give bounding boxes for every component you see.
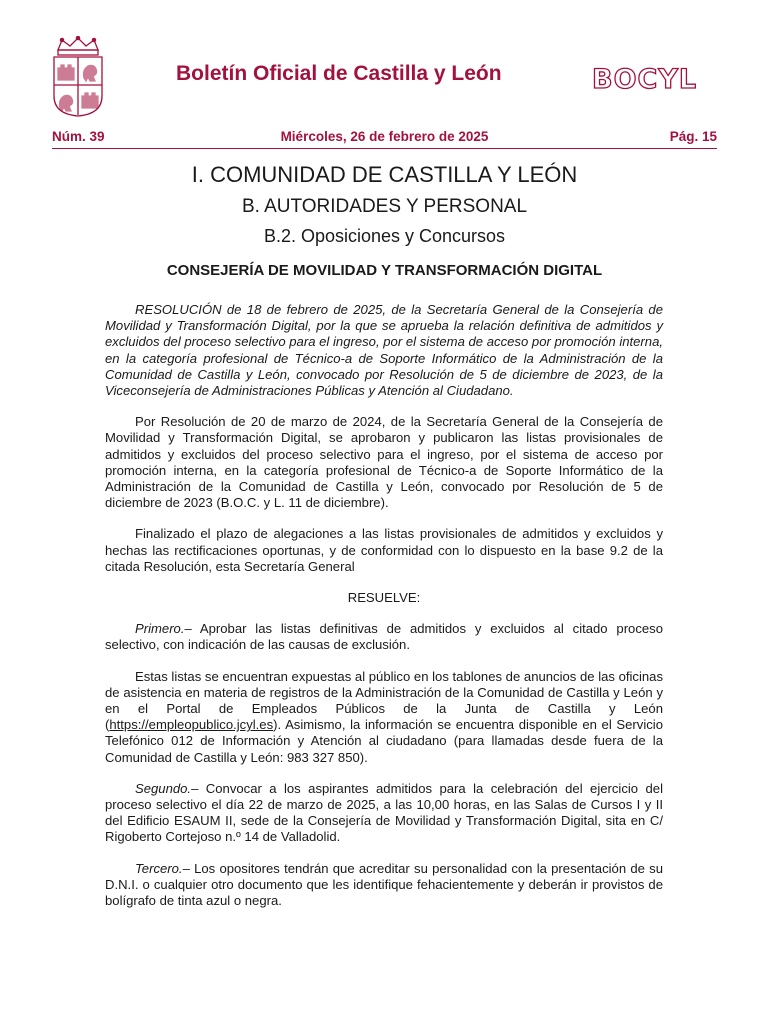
section-level2: B. AUTORIDADES Y PERSONAL bbox=[241, 196, 528, 217]
paragraph-background: Por Resolución de 20 de marzo de 2024, de la Secretaría General de la Consejería de Movilidad y Transformación Digital, se aprobaron y publicaron las listas provisionales de admitidos y excluidos del proceso selectivo para el ingreso, por el sistema de acceso por promoción interna, en la categoría profesional de Técnico-a de Soporte Informático de la Administración de la Comunidad de Castilla y León, convocado por Resolución de 5 de diciembre de 2023 (B.O.C. y L. 11 de diciembre). bbox=[105, 414, 663, 511]
page-header bbox=[0, 0, 768, 130]
coat-of-arms-icon bbox=[48, 36, 108, 118]
bulletin-title: Boletín Oficial de Castilla y León bbox=[176, 62, 502, 85]
paragraph-segundo bbox=[105, 781, 663, 846]
listas-text-before: Estas listas se encuentran expuestas al público en los tablones de anuncios de las oficinas de asistencia en materia de registros de la Administración de la Comunidad de Castilla y León y en el Portal de Empleados Públicos de la Junta de Castilla y León ( bbox=[105, 668, 663, 733]
empleo-publico-link[interactable]: https://empleopublico.jcyl.es bbox=[109, 717, 274, 733]
header-divider bbox=[52, 148, 717, 149]
document-body bbox=[105, 302, 663, 924]
bocyl-logo: BOCYL bbox=[592, 64, 698, 95]
paragraph-listas bbox=[105, 669, 663, 766]
tercero-label: Tercero. bbox=[135, 860, 183, 876]
segundo-label: Segundo. bbox=[135, 780, 192, 796]
tercero-text: – Los opositores tendrán que acreditar su personalidad con la presentación de su D.N.I. o cualquier otro documento que les identifique fehacientemente y deberán ir provistos de bolígrafo de tinta azul o negra. bbox=[105, 860, 663, 909]
section-level1: I. COMUNIDAD DE CASTILLA Y LEÓN bbox=[191, 162, 578, 187]
primero-text: – Aprobar las listas definitivas de admitidos y excluidos al citado proceso selectivo, con indicación de las causas de exclusión. bbox=[105, 621, 663, 653]
segundo-text: – Convocar a los aspirantes admitidos para la celebración del ejercicio del proceso selectivo el día 22 de marzo de 2025, a las 10,00 horas, en las Salas de Cursos I y II del Edificio ESAUM II, sede de la Consejería de Movilidad y Transformación Digital, sita en C/ Rigoberto Cortejoso n.º 14 de Valladolid. bbox=[105, 780, 663, 845]
section-level3: B.2. Oposiciones y Concursos bbox=[263, 226, 506, 246]
paragraph-considerations: Finalizado el plazo de alegaciones a las listas provisionales de admitidos y excluidos y hechas las rectificaciones oportunas, y de conformidad con lo dispuesto en la base 9.2 de la citada Resolución, esta Secretaría General bbox=[105, 526, 663, 574]
resuelve-heading: RESUELVE: bbox=[347, 590, 421, 606]
listas-text-after: ). Asimismo, la información se encuentra disponible en el Servicio Telefónico 012 de Información y Atención al ciudadano (para llamadas desde fuera de la Comunidad de Castilla y León: 983 327 850). bbox=[105, 717, 663, 765]
paragraph-primero bbox=[105, 621, 663, 653]
page-number: Pág. 15 bbox=[669, 129, 717, 144]
resolution-summary: RESOLUCIÓN de 18 de febrero de 2025, de la Secretaría General de la Consejería de Movilidad y Transformación Digital, por la que se aprueba la relación definitiva de admitidos y excluidos del proceso selectivo para el ingreso, por el sistema de acceso por promoción interna, en la categoría profesional de Técnico-a de Soporte Informático de la Administración de la Comunidad de Castilla y León, convocado por Resolución de 5 de diciembre de 2023, de la Viceconsejería de Administraciones Públicas y Atención al Ciudadano. bbox=[105, 302, 663, 399]
department-heading: CONSEJERÍA DE MOVILIDAD Y TRANSFORMACIÓN DIGITAL bbox=[166, 262, 603, 279]
issue-number: Núm. 39 bbox=[52, 129, 105, 144]
issue-date: Miércoles, 26 de febrero de 2025 bbox=[280, 129, 489, 144]
primero-label: Primero. bbox=[135, 621, 185, 637]
paragraph-tercero bbox=[105, 861, 663, 910]
